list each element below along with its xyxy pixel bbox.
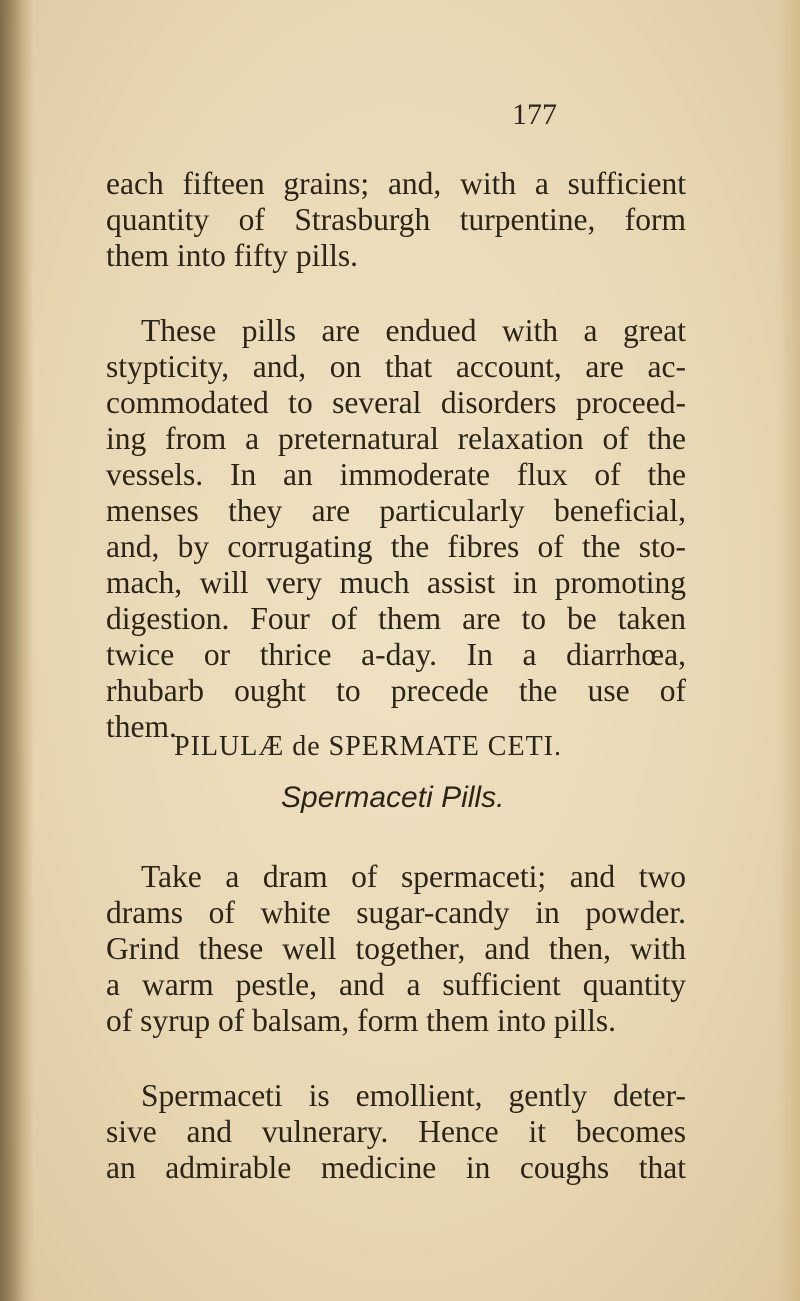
text-line: a warm pestle, and a sufficient quantity <box>106 967 686 1002</box>
text-line: Grind these well together, and then, with <box>106 931 686 966</box>
text-line: drams of white sugar-candy in powder. <box>106 895 686 930</box>
text-line: menses they are particularly beneficial, <box>106 493 686 528</box>
text-line: stypticity, and, on that account, are ac- <box>106 349 686 384</box>
text-line: and, by corrugating the fibres of the sto- <box>106 529 686 564</box>
recipe-heading: PILULÆ de SPERMATE CETI. <box>174 731 562 762</box>
text-line: twice or thrice a-day. In a diarrhœa, <box>106 637 686 672</box>
text-line: sive and vulnerary. Hence it becomes <box>106 1114 686 1149</box>
text-line: Take a dram of spermaceti; and two <box>141 859 686 894</box>
text-line: vessels. In an immoderate flux of the <box>106 457 686 492</box>
page-binding-shadow <box>0 0 34 1301</box>
text-line: commodated to several disorders proceed- <box>106 385 686 420</box>
text-line: of syrup of balsam, form them into pills. <box>106 1003 617 1038</box>
text-line: ing from a preternatural relaxation of the <box>106 421 686 456</box>
recipe-subheading: Spermaceti Pills. <box>281 781 505 814</box>
text-line: rhubarb ought to precede the use of <box>106 673 686 708</box>
text-line: digestion. Four of them are to be taken <box>106 601 686 636</box>
text-line: Spermaceti is emollient, gently deter- <box>141 1078 686 1113</box>
text-line: each fifteen grains; and, with a sufficient <box>106 166 686 201</box>
text-line: These pills are endued with a great <box>141 313 686 348</box>
text-line: quantity of Strasburgh turpentine, form <box>106 202 686 237</box>
page-number: 177 <box>512 98 557 131</box>
text-line: an admirable medicine in coughs that <box>106 1150 686 1185</box>
text-line: them into fifty pills. <box>106 238 358 273</box>
page-edge-shadow <box>778 0 800 1301</box>
text-line: them. <box>106 709 177 744</box>
text-line: mach, will very much assist in promoting <box>106 565 686 600</box>
